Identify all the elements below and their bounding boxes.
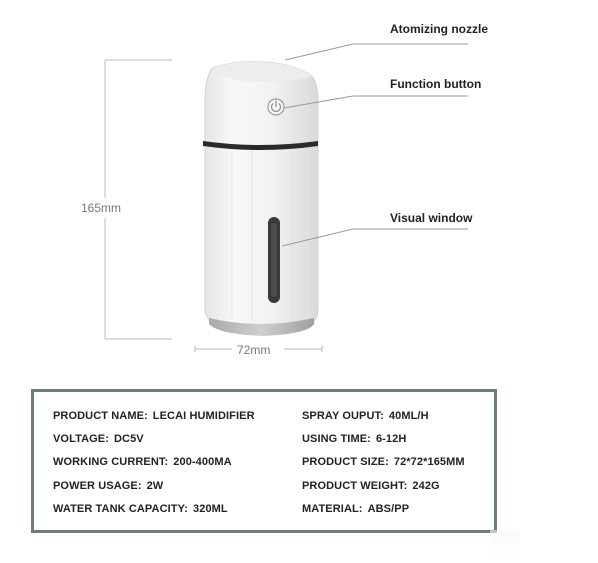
atomizing-nozzle-label: Atomizing nozzle (390, 22, 488, 36)
bottom-shadow (490, 530, 520, 560)
specs-table (31, 389, 497, 533)
spec-water-tank-capacity: WATER TANK CAPACITY: 320ML (53, 503, 228, 515)
spec-working-current: WORKING CURRENT: 200-400MA (53, 456, 232, 468)
height-dimension-label: 165mm (81, 201, 122, 215)
width-dimension-label: 72mm (237, 343, 271, 357)
spec-material: MATERIAL: ABS/PP (302, 503, 410, 515)
spec-voltage: VOLTAGE: DC5V (53, 433, 144, 445)
spec-power-usage: POWER USAGE: 2W (53, 480, 164, 492)
height-dimension-line (105, 60, 172, 339)
spec-spray-output: SPRAY OUPUT: 40ML/H (302, 410, 429, 422)
spec-product-weight: PRODUCT WEIGHT: 242G (302, 480, 440, 492)
function-button-label: Function button (390, 77, 482, 91)
power-icon (268, 99, 284, 115)
spec-product-name: PRODUCT NAME: LECAI HUMIDIFIER (53, 410, 255, 422)
visual-window-label: Visual window (390, 211, 473, 225)
spec-using-time: USING TIME: 6-12H (302, 433, 407, 445)
spec-product-size: PRODUCT SIZE: 72*72*165MM (302, 456, 465, 468)
humidifier-body (203, 62, 318, 336)
